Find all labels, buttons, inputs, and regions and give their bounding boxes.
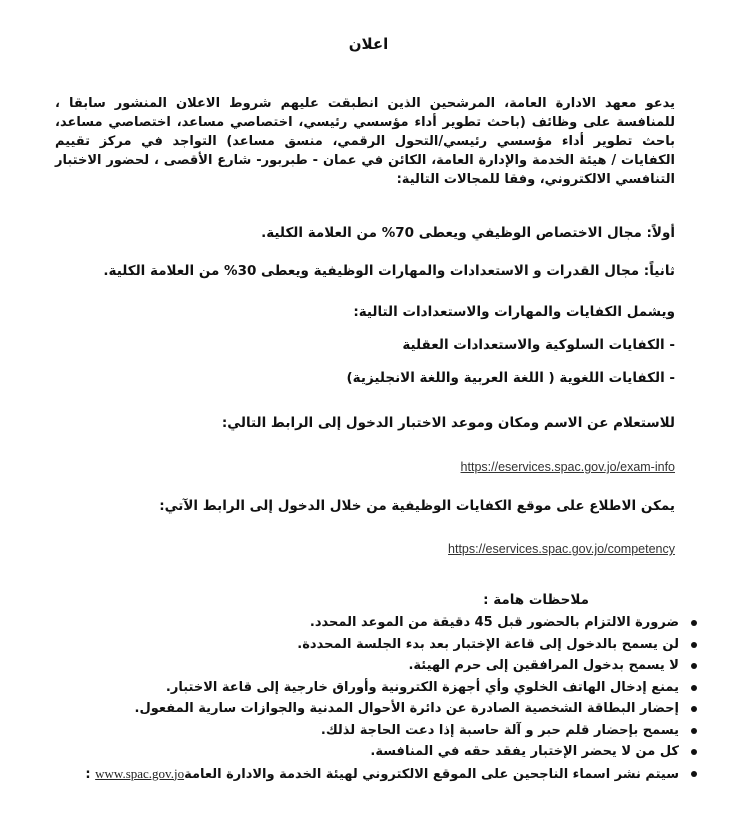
bullet-icon [691,749,697,755]
notes-heading: ملاحظات هامة : [483,592,589,608]
competency-link-row [55,538,675,557]
bullet-icon [691,663,697,669]
notes-list [37,612,697,784]
list-item [37,612,697,634]
section-second: ثانياً: مجال القدرات و الاستعدادات والمهارات الوظيفية ويعطى 30% من العلامة الكلية. [103,263,675,279]
exam-info-link-row [55,456,675,475]
bullet-icon [691,728,697,734]
competency-link[interactable]: https://eservices.spac.gov.jo/competency [448,542,675,556]
competency-label: يمكن الاطلاع على موقع الكفايات الوظيفية من خلال الدخول إلى الرابط الآتي: [159,498,675,514]
bullet-icon [691,685,697,691]
bullet-icon [691,771,697,777]
note-text: يمنع إدخال الهاتف الخلوي وأي أجهزة الكترونية وأوراق خارجية إلى قاعة الاختبار. [165,679,679,695]
includes-heading: ويشمل الكفايات والمهارات والاستعدادات التالية: [353,304,675,320]
note-suffix: : [85,766,96,782]
list-item [37,763,697,785]
includes-item-behavioral: - الكفايات السلوكية والاستعدادات العقلية [402,337,675,353]
list-item [37,634,697,656]
note-text: ضرورة الالتزام بالحضور قبل 45 دقيقة من الموعد المحدد. [309,615,679,630]
list-item [37,698,697,720]
note-text: كل من لا يحضر الإختبار يفقد حقه في المنافسة. [370,744,679,759]
includes-item-language: - الكفايات اللغوية ( اللغة العربية واللغة الانجليزية) [346,370,675,386]
note-text: يسمح بإحضار قلم حبر و آلة حاسبة إذا دعت الحاجة لذلك. [320,722,679,738]
note-text: سيتم نشر اسماء الناجحين على الموقع الالكتروني لهيئة الخدمة والادارة العامة [184,766,679,782]
list-item [37,720,697,742]
note-text: لن يسمح بالدخول إلى قاعة الإختبار بعد بدء الجلسة المحددة. [297,636,679,652]
bullet-icon [691,620,697,626]
exam-info-link[interactable]: https://eservices.spac.gov.jo/exam-info [460,460,675,474]
list-item [37,655,697,677]
intro-paragraph: يدعو معهد الادارة العامة، المرشحين الذين انطبقت عليهم شروط الاعلان المنشور سابقا ، للمنافسة على وظائف (باحث تطوير أداء مؤسسي رئيسي، اختصاصي مساعد، اختصاصي مساعد، باحث تطوير أداء مؤسسي رئيسي/التحول الرقمي، منسق مساعد) التواجد في مركز تقييم الكفايات / هيئة الخدمة والإدارة العامة، الكائن في عمان - طبربور- شارع الأقصى ، لحضور الاختبار التنافسي الالكتروني، وفقا للمجالات التالية: [55,96,675,187]
page-title: اعلان [348,35,389,53]
bullet-icon [691,706,697,712]
spac-website-link[interactable]: www.spac.gov.jo [95,765,185,781]
list-item [37,741,697,763]
section-first: أولاً: مجال الاختصاص الوظيفي ويعطى 70% من العلامة الكلية. [261,225,675,241]
note-text: لا يسمح بدخول المرافقين إلى حرم الهيئة. [408,658,679,673]
bullet-icon [691,642,697,648]
list-item [37,677,697,699]
exam-info-label: للاستعلام عن الاسم ومكان وموعد الاختبار الدخول إلى الرابط التالي: [221,415,675,431]
note-text: إحضار البطاقة الشخصية الصادرة عن دائرة الأحوال المدنية والجوازات سارية المفعول. [134,701,679,716]
